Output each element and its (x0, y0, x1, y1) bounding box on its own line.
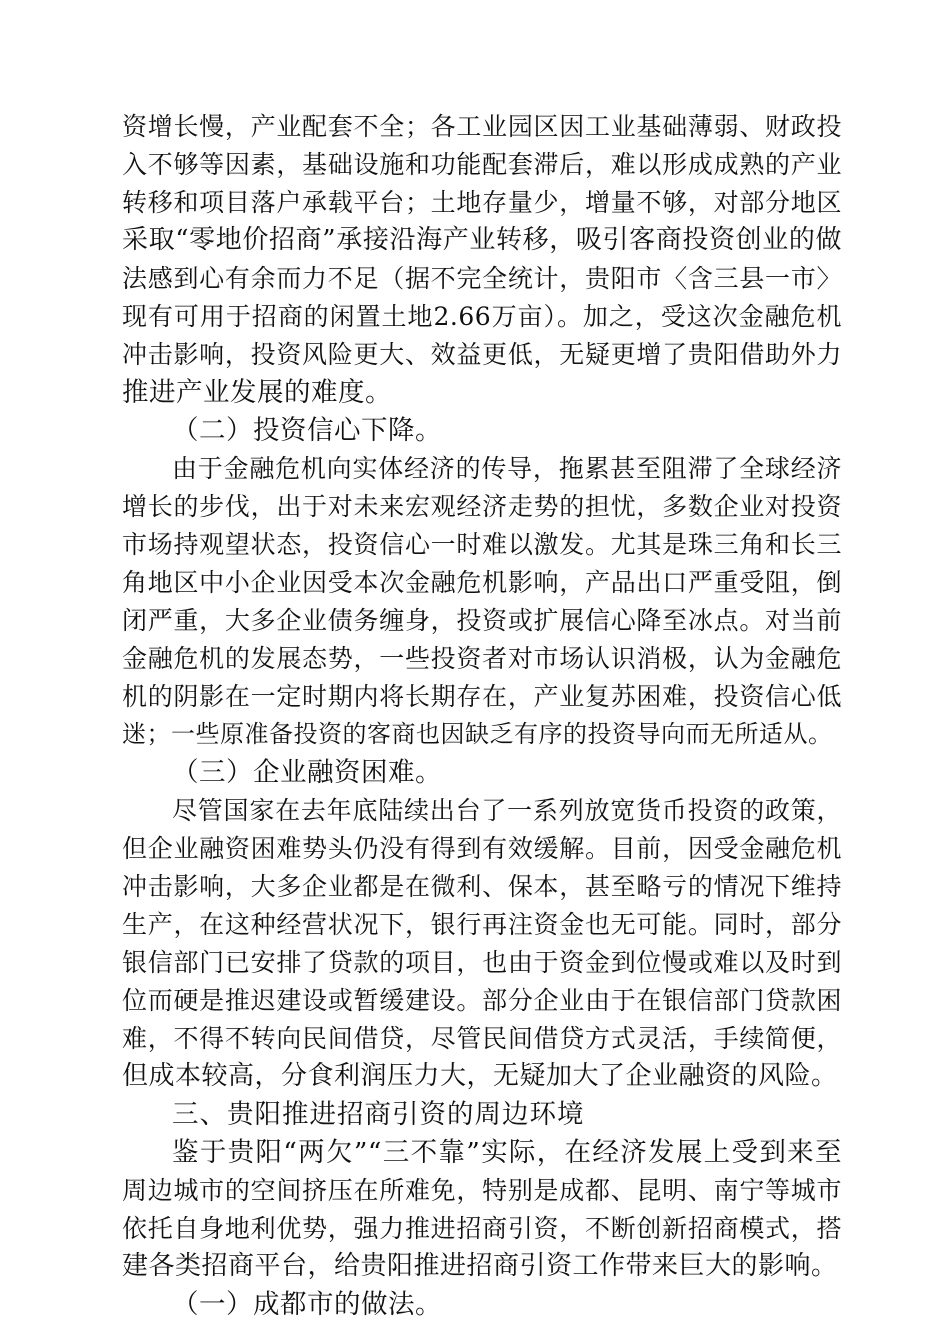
body-text-line: 转移和项目落户承载平台；土地存量少，增量不够，对部分地区 (122, 188, 842, 217)
body-text-line: 推进产业发展的难度。 (122, 377, 392, 408)
body-text-line: 生产，在这种经营状况下，银行再注资金也无可能。同时，部分 (122, 910, 842, 939)
body-text-line: 资增长慢，产业配套不全；各工业园区因工业基础薄弱、财政投 (122, 112, 842, 141)
body-text-line: 但企业融资困难势头仍没有得到有效缓解。目前，因受金融危机 (122, 834, 842, 863)
body-text-line: 闭严重，大多企业债务缠身，投资或扩展信心降至冰点。对当前 (122, 606, 842, 635)
body-text-line: 依托自身地利优势，强力推进招商引资，不断创新招商模式，搭 (122, 1214, 842, 1243)
section-heading: 三、贵阳推进招商引资的周边环境 (172, 1099, 585, 1130)
body-text-line: 由于金融危机向实体经济的传导，拖累甚至阻滞了全球经济 (172, 454, 842, 483)
body-text-line: 冲击影响，大多企业都是在微利、保本，甚至略亏的情况下维持 (122, 872, 842, 901)
body-text-line: 机的阴影在一定时期内将长期存在，产业复苏困难，投资信心低 (122, 682, 842, 711)
body-text-line: 增长的步伐，出于对未来宏观经济走势的担忧，多数企业对投资 (122, 492, 842, 521)
body-text-line: 建各类招商平台，给贵阳推进招商引资工作带来巨大的影响。 (122, 1251, 838, 1281)
body-text-line: 位而硬是推迟建设或暂缓建设。部分企业由于在银信部门贷款困 (122, 986, 842, 1015)
section-subheading: （二）投资信心下降。 (172, 415, 442, 446)
body-text-line: 金融危机的发展态势，一些投资者对市场认识消极，认为金融危 (122, 644, 842, 673)
section-subheading: （三）企业融资困难。 (172, 757, 442, 788)
body-text-line: 难，不得不转向民间借贷，尽管民间借贷方式灵活，手续简便， (122, 1024, 842, 1053)
section-subheading: （一）成都市的做法。 (172, 1289, 442, 1320)
body-text-line: 角地区中小企业因受本次金融危机影响，产品出口严重受阻，倒 (122, 568, 842, 597)
body-text-line: 现有可用于招商的闲置土地2.66万亩）。加之，受这次金融危机 (122, 302, 842, 331)
body-text-line: 但成本较高，分食利润压力大，无疑加大了企业融资的风险。 (122, 1061, 838, 1091)
body-text-line: 鉴于贵阳“两欠”“三不靠”实际，在经济发展上受到来至 (172, 1137, 842, 1168)
body-text-line: 冲击影响，投资风险更大、效益更低，无疑更增了贵阳借助外力 (122, 340, 842, 369)
body-text-line: 周边城市的空间挤压在所难免，特别是成都、昆明、南宁等城市 (122, 1176, 842, 1205)
body-text-line: 市场持观望状态，投资信心一时难以激发。尤其是珠三角和长三 (122, 530, 842, 559)
body-text-line: 采取“零地价招商”承接沿海产业转移，吸引客商投资创业的做 (122, 225, 842, 255)
body-text-line: 迷；一些原准备投资的客商也因缺乏有序的投资导向而无所适从。 (122, 720, 833, 748)
body-text-line: 尽管国家在去年底陆续出台了一系列放宽货币投资的政策， (172, 796, 842, 825)
body-text-line: 入不够等因素，基础设施和功能配套滞后，难以形成成熟的产业 (122, 150, 842, 179)
body-text-line: 银信部门已安排了贷款的项目，也由于资金到位慢或难以及时到 (122, 948, 842, 977)
body-text-line: 法感到心有余而力不足（据不完全统计，贵阳市〈含三县一市〉 (122, 264, 842, 293)
